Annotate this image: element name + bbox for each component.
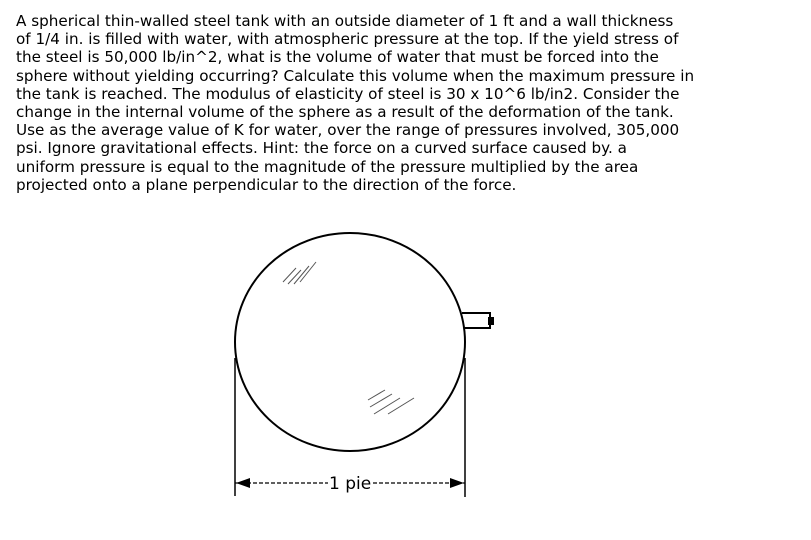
dimension-arrow-left [236,478,250,488]
problem-line-1: A spherical thin-walled steel tank with an outside diameter of 1 ft and a wall thickness [16,12,674,30]
problem-line-3: the steel is 50,000 lb/in^2, what is the volume of water that must be forced into the [16,48,659,67]
problem-line-2: of 1/4 in. is filled with water, with atmospheric pressure at the top. If the yield stress of [16,30,679,49]
glare-marks-lower [368,390,414,414]
problem-line-5: the tank is reached. The modulus of elasticity of steel is 30 x 10^6 lb/in2. Consider the [16,84,680,103]
problem-line-8: psi. Ignore gravitational effects. Hint: the force on a curved surface caused by. a [16,139,627,158]
problem-line-7: Use as the average value of K for water, over the range of pressures involved, 305,000 [16,121,680,140]
inlet-pipe [462,313,494,328]
problem-line-4: sphere without yielding occurring? Calculate this volume when the maximum pressure in [16,66,695,85]
dimension-arrow-right [450,478,464,488]
sphere-outline [235,233,465,451]
glare-marks-upper [283,262,316,284]
problem-line-10: projected onto a plane perpendicular to the direction of the force. [16,175,517,194]
dimension-label: 1 pie [329,474,372,494]
problem-line-9: uniform pressure is equal to the magnitude of the pressure multiplied by the area [16,157,639,176]
problem-line-6: change in the internal volume of the sphere as a result of the deformation of the tank. [16,103,674,122]
